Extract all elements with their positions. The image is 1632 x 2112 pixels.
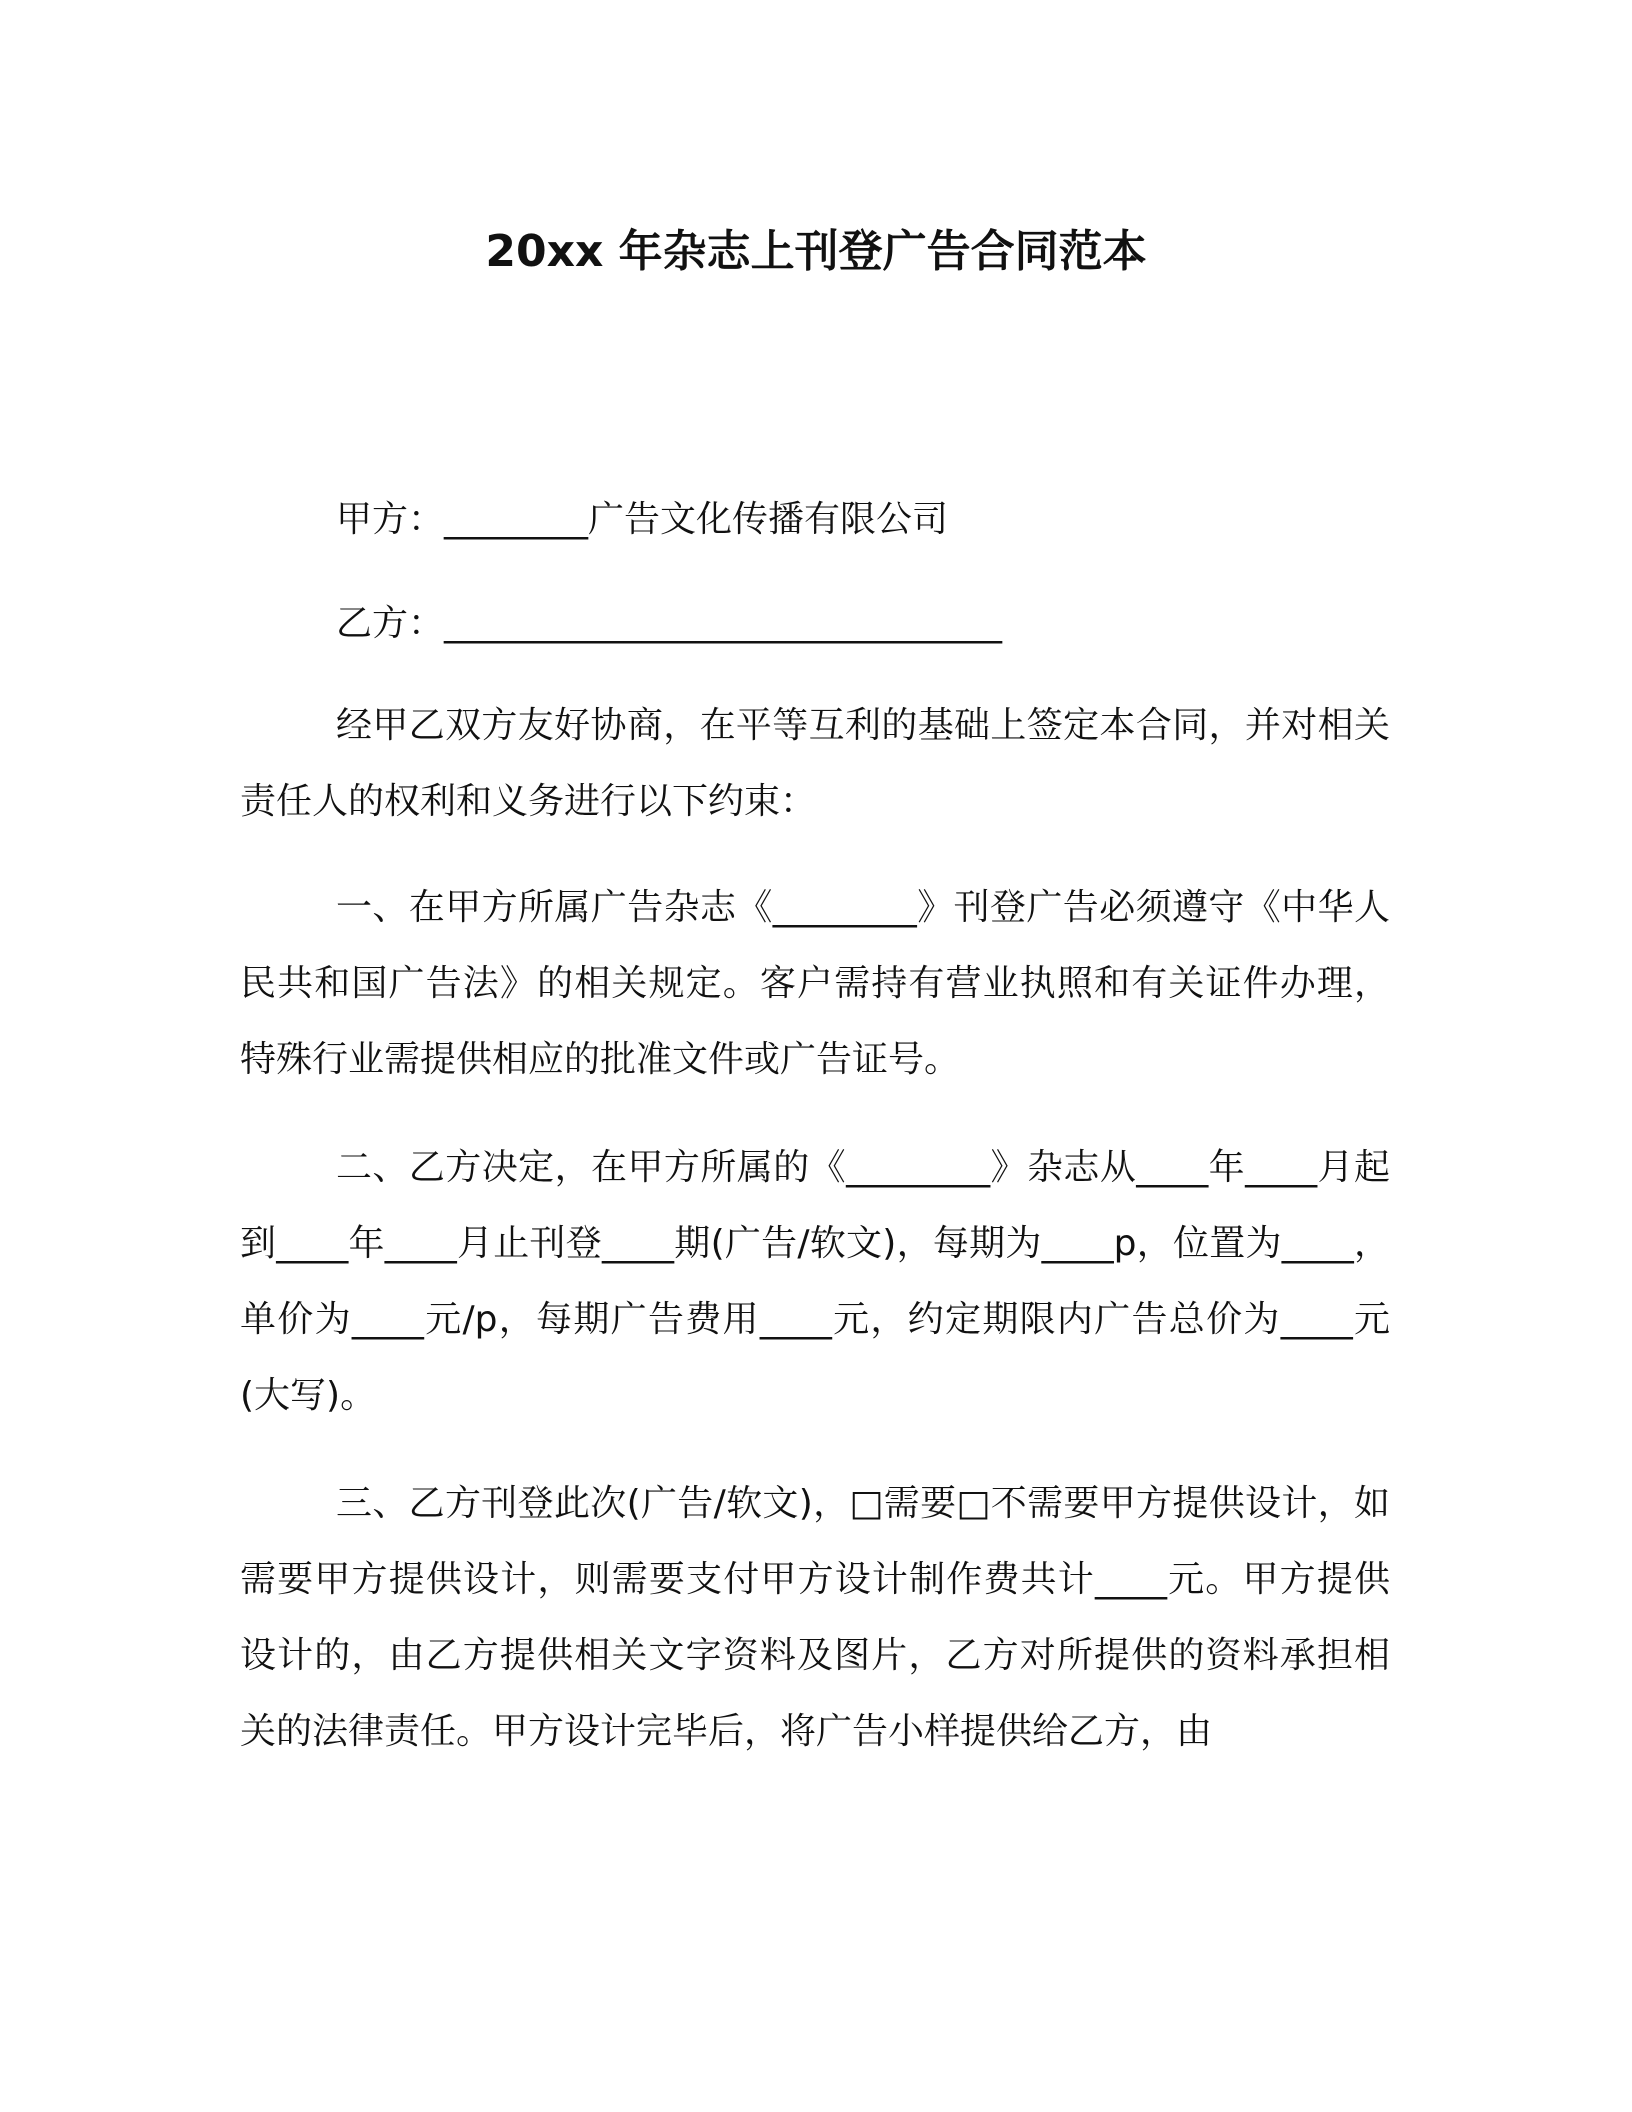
document-title: 20xx 年杂志上刊登广告合同范本 (485, 226, 1147, 277)
clause-2-paragraph (240, 1130, 1390, 1434)
clause-1-paragraph (240, 870, 1390, 1098)
party-a-line: 甲方：________广告文化传播有限公司 (336, 499, 949, 540)
clause-2-text: 二、乙方决定，在甲方所属的《________》杂志从____年____月起到____年____月止刊登____期(广告/软文)，每期为____p，位置为____，单价为____元/p，每期广告费用____元，约定期限内广告总价为____元(大写)。 (240, 1147, 1390, 1416)
clause-1-text: 一、在甲方所属广告杂志《________》刊登广告必须遵守《中华人民共和国广告法》的相关规定。客户需持有营业执照和有关证件办理，特殊行业需提供相应的批准文件或广告证号。 (240, 887, 1390, 1080)
intro-paragraph (240, 688, 1390, 840)
party-b-line: 乙方：_______________________________ (336, 603, 1003, 644)
intro-text: 经甲乙双方友好协商，在平等互利的基础上签定本合同，并对相关责任人的权利和义务进行以下约束： (240, 705, 1390, 822)
clause-3-paragraph (240, 1466, 1390, 1770)
clause-3-text: 三、乙方刊登此次(广告/软文)，□需要□不需要甲方提供设计，如需要甲方提供设计，则需要支付甲方设计制作费共计____元。甲方提供设计的，由乙方提供相关文字资料及图片，乙方对所提供的资料承担相关的法律责任。甲方设计完毕后，将广告小样提供给乙方，由 (240, 1483, 1390, 1752)
